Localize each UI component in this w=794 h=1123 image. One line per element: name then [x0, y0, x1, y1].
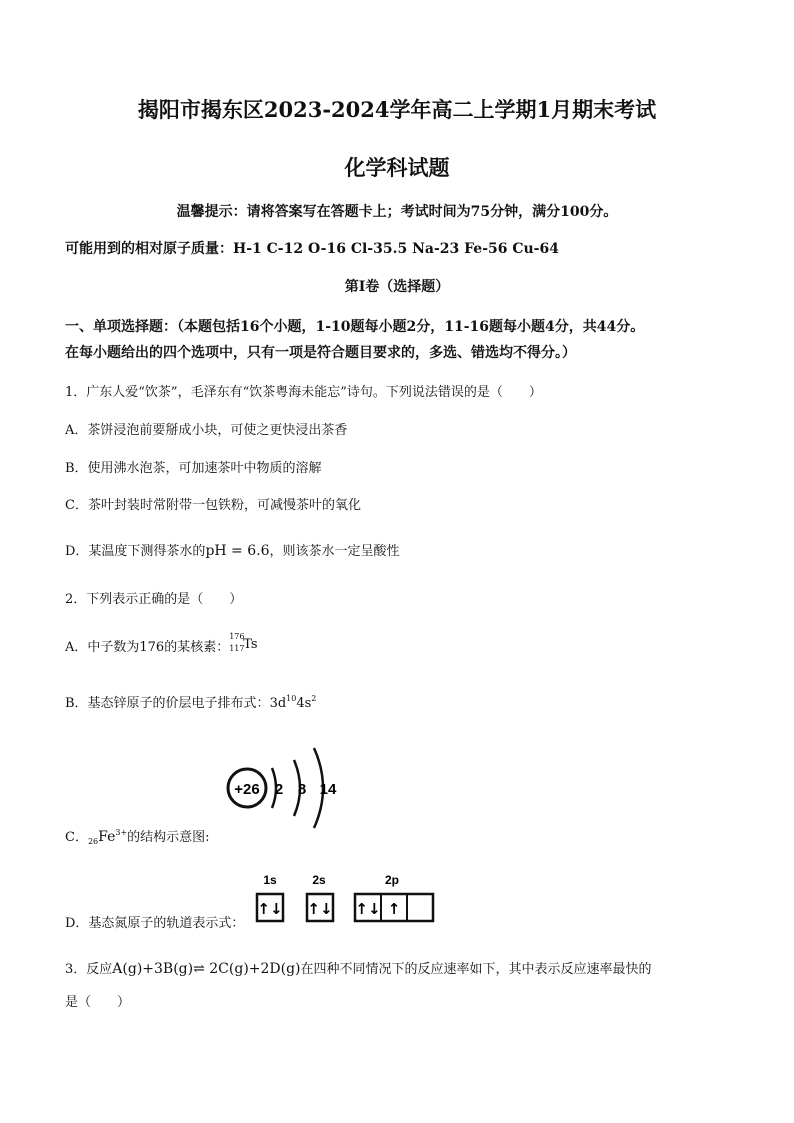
atomic-masses: 可能用到的相对原子质量：H-1 C-12 O-16 Cl-35.5 Na-23 Fe-56 Cu-64	[65, 241, 559, 257]
orbital-arrows-1s: ↑↓	[257, 900, 283, 918]
config-3d-exp: 10	[286, 694, 297, 703]
orbital-label-2s: 2s	[312, 873, 326, 887]
q2-option-a-pre: A．中子数为176的某核素：	[65, 640, 230, 655]
q1-stem: 1．广东人爱“饮茶”，毛泽东有“饮茶粤海未能忘”诗句。下列说法错误的是（ ）	[65, 385, 542, 400]
shell-electrons-2: 8	[297, 781, 307, 798]
q3-stem-line2: 是（ ）	[65, 995, 131, 1010]
q1-option-d-post: ，则该茶水一定呈酸性	[269, 544, 400, 559]
fe-atomic-number: 26	[87, 837, 99, 846]
q1-option-a: A．茶饼浸泡前要掰成小块，可使之更快浸出茶香	[65, 423, 348, 438]
shell-electrons-3: 14	[319, 781, 337, 798]
orbital-label-1s: 1s	[263, 873, 277, 887]
nuclide-mass: 176	[229, 632, 245, 641]
q1-option-d-pre: D．某温度下测得茶水的	[65, 544, 206, 559]
orbital-arrows-2p-1: ↑↓	[355, 900, 381, 918]
config-3d: 3d	[269, 696, 287, 711]
orbital-arrows-2p-2: ↑	[387, 900, 401, 918]
config-4s-exp: 2	[311, 694, 317, 703]
q2-option-d: D．基态氮原子的轨道表示式：	[65, 916, 245, 931]
section-instructions-line1: 一、单项选择题：（本题包括16个小题，1-10题每小题2分，11-16题每小题4分，共44分。	[65, 319, 645, 335]
section-instructions-line2: 在每小题给出的四个选项中，只有一项是符合题目要求的，多选、错选均不得分。）	[65, 345, 576, 361]
q1-option-b: B．使用沸水泡茶，可加速茶叶中物质的溶解	[65, 461, 322, 476]
q2-option-b	[65, 692, 316, 711]
q2-option-c	[65, 826, 210, 845]
q1-option-c: C．茶叶封装时常附带一包铁粉，可减慢茶叶的氧化	[65, 498, 361, 513]
fe-structure-diagram	[222, 740, 347, 835]
q1-option-d-formula: pH = 6.6	[205, 543, 270, 559]
q2-option-b-pre: B．基态锌原子的价层电子排布式：	[65, 696, 270, 711]
shell-electrons-1: 2	[274, 781, 284, 798]
q2-option-a	[65, 632, 259, 655]
q2-option-c-pre: C．	[65, 830, 88, 845]
exam-subtitle: 化学科试题	[344, 155, 450, 180]
q2-stem: 2．下列表示正确的是（ ）	[65, 592, 243, 607]
q3-post: 在四种不同情况下的反应速率如下，其中表示反应速率最快的	[300, 962, 652, 977]
nucleus-charge: +26	[234, 781, 260, 798]
nuclide-number: 117	[229, 644, 245, 653]
q3-pre: 3．反应	[65, 962, 113, 977]
nuclide-element: Ts	[243, 637, 258, 652]
exam-tip: 温馨提示：请将答案写在答题卡上；考试时间为75分钟，满分100分。	[176, 204, 618, 220]
q2-option-c-post: 的结构示意图:	[127, 830, 210, 845]
q3-stem	[65, 958, 652, 977]
volume-heading: 第Ⅰ卷（选择题）	[344, 279, 450, 295]
config-4s: 4s	[296, 696, 312, 711]
orbital-arrows-2s: ↑↓	[307, 900, 333, 918]
nitrogen-orbital-diagram	[252, 870, 437, 926]
fe-symbol: Fe	[98, 829, 116, 845]
exam-title: 揭阳市揭东区2023-2024学年高二上学期1月期末考试	[137, 97, 657, 122]
nuclide-symbol	[229, 632, 259, 655]
fe-charge: 3+	[115, 828, 128, 837]
q3-equation: A(g)+3B(g)⇌ 2C(g)+2D(g)	[112, 961, 301, 977]
q1-option-d	[65, 540, 400, 559]
orbital-label-2p: 2p	[384, 873, 400, 887]
